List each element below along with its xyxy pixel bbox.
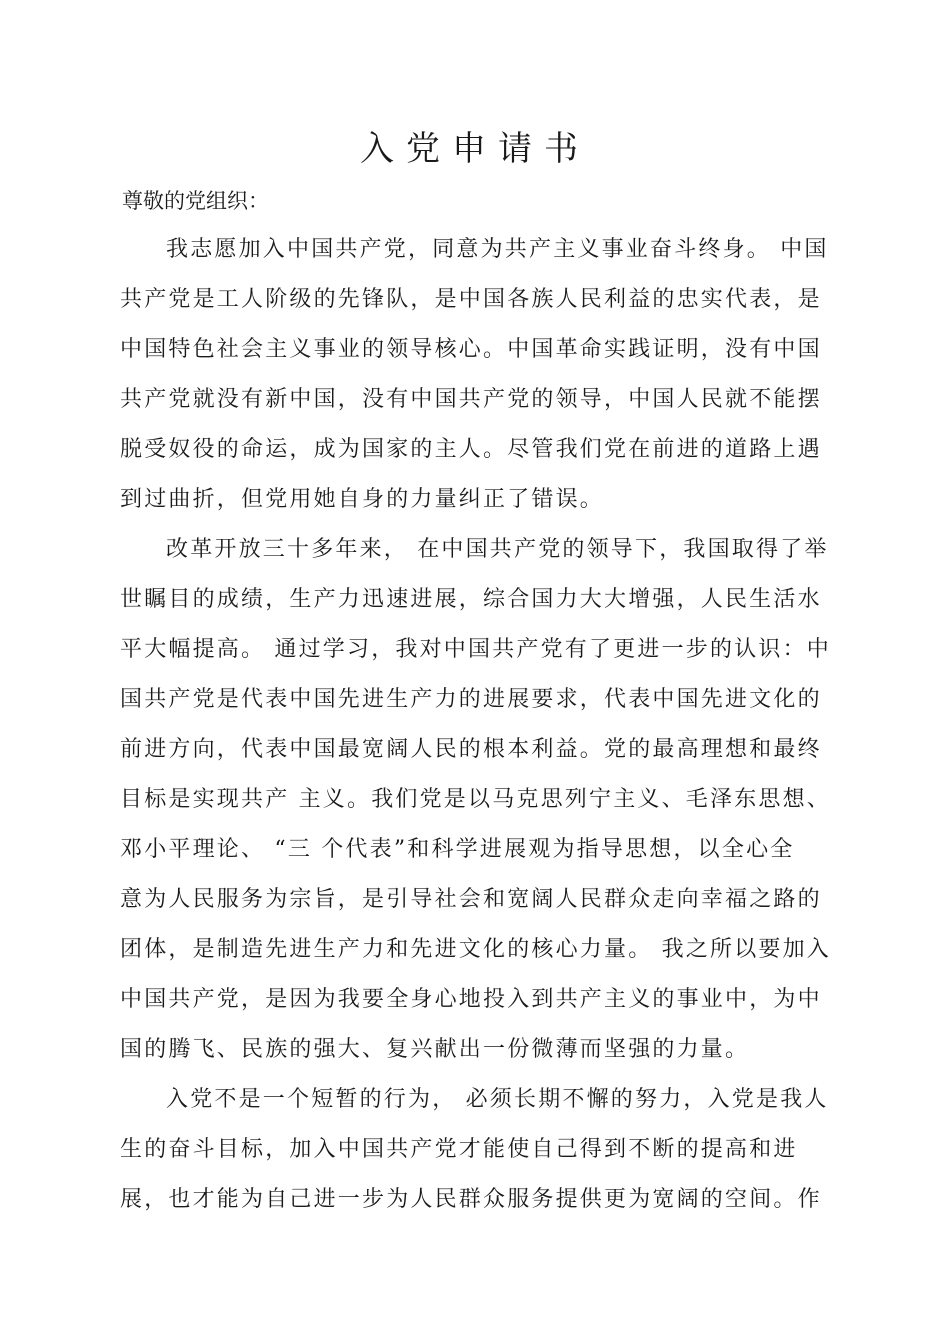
text-line: 共产党是工人阶级的先锋队，是中国各族人民利益的忠实代表，是 xyxy=(120,287,822,312)
text-line: 目标是实现共产 主义。我们党是以马克思列宁主义、毛泽东思想、 xyxy=(120,787,831,812)
text-line: 到过曲折，但党用她自身的力量纠正了错误。 xyxy=(120,487,605,512)
text-line: 中国共产党，是因为我要全身心地投入到共产主义的事业中，为中 xyxy=(120,987,822,1012)
text-line: 中国特色社会主义事业的领导核心。中国革命实践证明，没有中国 xyxy=(120,337,822,362)
text-line: 邓小平理论、 “三 个代表”和科学进展观为指导思想，以全心全 xyxy=(120,837,795,862)
text-line: 共产党就没有新中国，没有中国共产党的领导，中国人民就不能摆 xyxy=(120,387,822,412)
text-line: 平大幅提高。 通过学习，我对中国共产党有了更进一步的认识：中 xyxy=(120,637,831,662)
text-line: 脱受奴役的命运，成为国家的主人。尽管我们党在前进的道路上遇 xyxy=(120,437,822,462)
text-line: 入党不是一个短暂的行为， 必须长期不懈的努力，入党是我人 xyxy=(166,1087,829,1112)
text-line: 改革开放三十多年来， 在中国共产党的领导下，我国取得了举 xyxy=(166,537,829,562)
salutation: 尊敬的党组织： xyxy=(122,189,269,213)
text-line: 我志愿加入中国共产党，同意为共产主义事业奋斗终身。 中国 xyxy=(166,237,829,262)
text-line: 展，也才能为自己进一步为人民群众服务提供更为宽阔的空间。作 xyxy=(120,1187,822,1212)
text-line: 前进方向，代表中国最宽阔人民的根本利益。党的最高理想和最终 xyxy=(120,737,822,762)
text-line: 团体，是制造先进生产力和先进文化的核心力量。 我之所以要加入 xyxy=(120,937,831,962)
document-title: 入党申请书 xyxy=(360,129,590,169)
text-line: 国共产党是代表中国先进生产力的进展要求，代表中国先进文化的 xyxy=(120,687,822,712)
text-line: 世瞩目的成绩，生产力迅速进展，综合国力大大增强，人民生活水 xyxy=(120,587,822,612)
text-line: 国的腾飞、民族的强大、复兴献出一份微薄而坚强的力量。 xyxy=(120,1037,750,1062)
text-line: 生的奋斗目标，加入中国共产党才能使自己得到不断的提高和进 xyxy=(120,1137,798,1162)
text-line: 意为人民服务为宗旨，是引导社会和宽阔人民群众走向幸福之路的 xyxy=(120,887,822,912)
